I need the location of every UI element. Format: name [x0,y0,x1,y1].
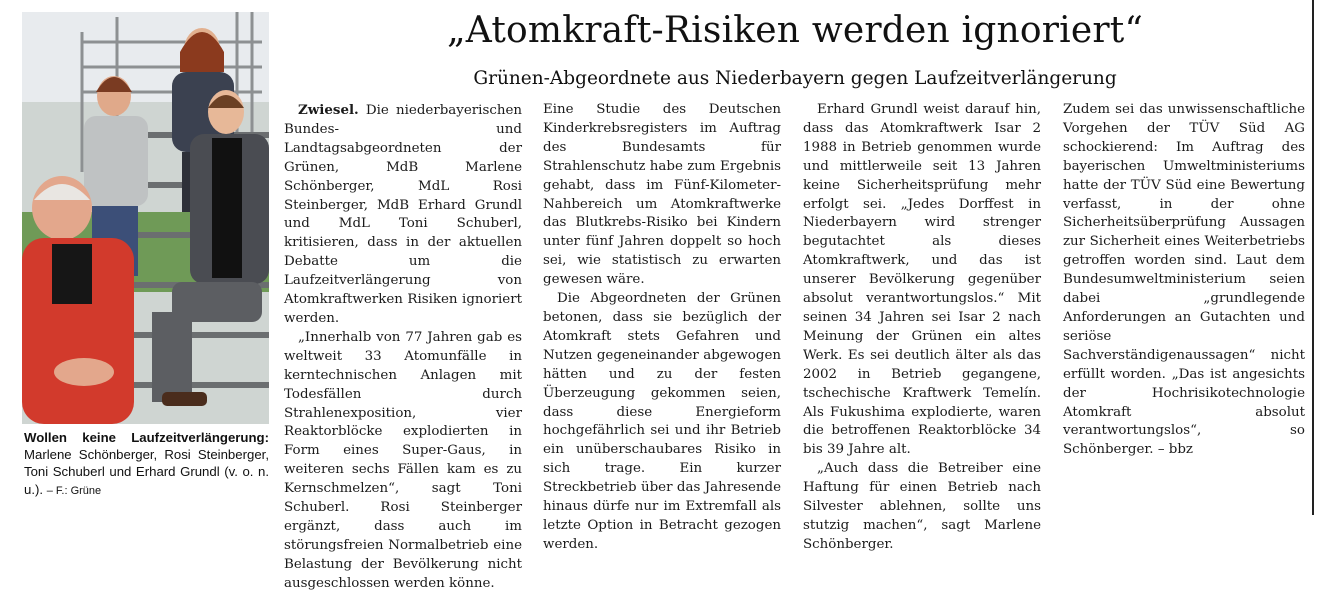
photo-caption [24,429,269,500]
column-1-paragraph-2: „Innerhalb von 77 Jahren gab es weltweit 33 Atomunfälle in kerntechnischen Anlagen mit Todesfällen durch Strahlenexposition, vier Reaktorblöcke explodierten in Form eines Super-Gaus, in weiteren sechs Fällen kam es zu Kernschmelzen“, sagt Toni Schuberl. Rosi Steinberger ergänzt, dass auch im störungsfreien Normalbetrieb eine Belastung der Bevölkerung nicht ausgeschlossen werden könne. [284,329,522,591]
photo-illustration [22,12,269,424]
column-3-paragraph-2: „Auch dass die Betreiber eine Haftung für einen Betrieb nach Silvester ablehnen, sollte uns stutzig machen“, sagt Marlene Schönberger. [803,461,1041,552]
column-1-paragraph-1 [284,101,522,329]
photo-credit: – F.: Grüne [46,484,102,497]
article-column-2 [543,101,781,555]
page-edge-rule [1312,0,1314,515]
article-headline: „Atomkraft-Risiken werden ignoriert“ [446,10,1144,51]
caption-lead: Wollen keine Laufzeitverlängerung: [24,430,269,445]
article-column-3 [803,101,1041,555]
column-1-paragraph-1-text: Die niederbayerischen Bundes- und Landtagsabgeordneten der Grünen, MdB Marlene Schönberger, MdL Rosi Steinberger, MdB Erhard Grundl und MdL Toni Schuberl, kritisieren, dass in der aktuellen Debatte um die Laufzeitverlängerung von Atomkraftwerken Risiken ignoriert werden. [284,103,522,326]
article-subheadline: Grünen-Abgeordnete aus Niederbayern gegen Laufzeitverlängerung [473,68,1117,89]
caption-text: Marlene Schönberger, Rosi Steinberger, Toni Schuberl und Erhard Grundl (v. o. n. u.). [24,447,269,497]
dateline: Zwiesel. [298,102,359,118]
column-2-paragraph-1: Eine Studie des Deutschen Kinderkrebsregisters im Auftrag des Bundesamts für Strahlenschutz habe zum Ergebnis gehabt, dass im Fünf-Kilometer-Nahbereich um Atomkraftwerke das Blutkrebs-Risiko bei Kindern unter fünf Jahren doppelt so hoch sei, wie statistisch zu erwarten gewesen wäre. [543,102,781,288]
column-2-paragraph-2: Die Abgeordneten der Grünen betonen, dass sie bezüglich der Atomkraft stets Gefahren und Nutzen gegeneinander abgewogen hätten und zu der festen Überzeugung gekommen seien, dass diese Energieform hochgefährlich sei und ihr Betrieb ein unüberschaubares Risiko in sich trage. Ein kurzer Streckbetrieb über das Jahresende hinaus dürfe nur im Extremfall als letzte Option in Betracht gezogen werden. [543,291,781,552]
article-column-4 [1063,101,1305,460]
column-3-paragraph-1: Erhard Grundl weist darauf hin, dass das Atomkraftwerk Isar 2 1988 in Betrieb genommen wurde und mittlerweile seit 13 Jahren keine Sicherheitsprüfung mehr erfolgt sei. „Jedes Dorffest in Niederbayern wird strenger begutachtet als dieses Atomkraftwerk, und das ist unserer Bevölkerung gegenüber absolut verantwortungslos.“ Mit seinen 34 Jahren sei Isar 2 nach Meinung der Grünen ein altes Werk. Es sei deutlich älter als das 2002 in Betrieb gegangene, tschechische Kraftwerk Temelín. Als Fukushima explodierte, waren die betroffenen Reaktorblöcke 34 bis 39 Jahre alt. [803,102,1041,458]
group-photo [22,12,269,424]
article-column-1 [284,101,522,594]
column-4-paragraph-1: Zudem sei das unwissenschaftliche Vorgehen der TÜV Süd AG schockierend: Im Auftrag des bayerischen Umweltministeriums hatte der TÜV Süd eine Bewertung verfasst, in der ohne Sicherheitsüberprüfung Aussagen zur Sicherheit eines Weiterbetriebs getroffen worden sind. Laut dem Bundesumweltministerium seien dabei „grundlegende Anforderungen an Gutachten und seriöse Sachverständigenaussagen“ nicht erfüllt worden. „Das ist angesichts der Hochrisikotechnologie Atomkraft absolut verantwortungslos“, so Schönberger. – bbz [1063,102,1305,458]
